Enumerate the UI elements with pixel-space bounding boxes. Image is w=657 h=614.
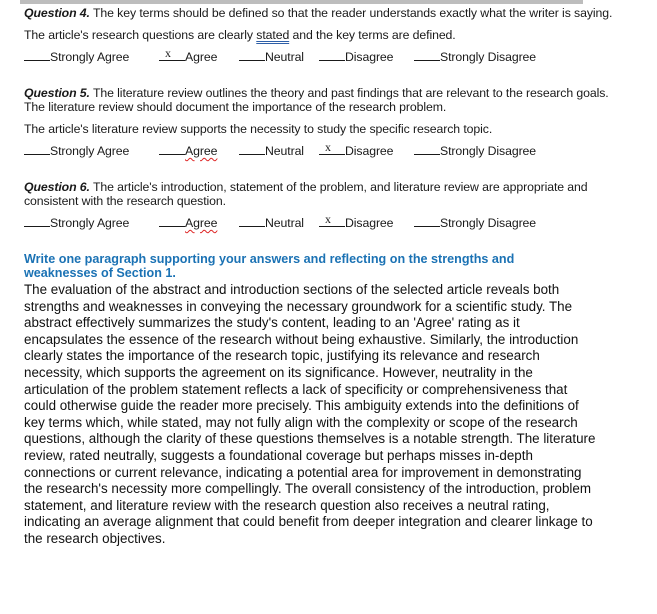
option-disagree[interactable] [319, 140, 414, 158]
answer-blank[interactable] [239, 215, 265, 227]
question-5 [24, 86, 624, 158]
question-number: Question 6. [24, 180, 90, 194]
answer-blank[interactable] [159, 143, 185, 155]
option-strongly-agree[interactable] [24, 215, 159, 230]
reflection-paragraph[interactable]: The evaluation of the abstract and introduction sections of the selected article reveals both strengths and weaknesses in conveying the necessary groundwork for a scientific study. The abstract effectively summarizes the study's content, leading to an 'Agree' rating as it encapsulates the essence of the research without being exhaustive. Similarly, the introduction clearly states the importance of the research topic, justifying its relevance and research necessity, which supports the agreement on its significance. However, neutrality in the articulation of the problem statement reflects a lack of specificity or comprehensiveness that could otherwise guide the reader more precisely. This ambiguity extends into the definitions of key terms which, while stated, may not fully align with the complexity or scope of the research questions, although the clarity of these questions themselves is a notable strength. The literature review, rated neutrally, suggests a foundational coverage but perhaps misses in-depth connections or current relevance, indicating a potential area for improvement in demonstrating the research's necessity more compellingly. The overall consistency of the introduction, problem statement, and literature review with the research question also receives a neutral rating, indicating an average alignment that could benefit from deeper integration and clearer linkage to the research objectives. [24, 282, 596, 546]
answer-blank[interactable] [414, 143, 440, 155]
grammar-flagged-word[interactable]: stated [256, 28, 290, 42]
answer-blank[interactable] [24, 143, 50, 155]
option-disagree[interactable] [319, 212, 414, 230]
question-4-prompt [24, 6, 624, 20]
question-text: The key terms should be defined so that the reader understands exactly what the writer is saying. [89, 6, 613, 20]
question-6 [24, 180, 624, 230]
option-strongly-agree[interactable] [24, 143, 159, 158]
option-disagree[interactable] [319, 49, 414, 64]
question-number: Question 4. [24, 6, 90, 20]
question-5-prompt [24, 86, 624, 114]
option-label: Strongly Agree [50, 144, 130, 158]
answer-blank[interactable] [414, 49, 440, 61]
selection-mark: x [325, 140, 331, 154]
option-agree[interactable] [159, 143, 239, 158]
option-label-spell-flagged: Agree [185, 144, 218, 158]
option-label: Strongly Disagree [440, 50, 537, 64]
answer-blank[interactable] [414, 215, 440, 227]
question-number: Question 5. [24, 86, 90, 100]
option-strongly-disagree[interactable] [414, 143, 554, 158]
statement-text: The article's research questions are clearly [24, 28, 257, 42]
option-label-spell-flagged: Agree [185, 216, 218, 230]
reflection-heading: Write one paragraph supporting your answers and reflecting on the strengths and weaknesses of Section 1. [24, 252, 515, 280]
option-label: Strongly Agree [50, 50, 130, 64]
option-strongly-agree[interactable] [24, 49, 159, 64]
answer-blank[interactable] [159, 215, 185, 227]
document-body [24, 6, 624, 548]
selection-mark: x [165, 46, 171, 60]
option-agree[interactable] [159, 215, 239, 230]
option-label: Neutral [265, 216, 304, 230]
top-rule [20, 0, 583, 4]
option-label: Strongly Agree [50, 216, 130, 230]
answer-blank[interactable] [24, 49, 50, 61]
question-6-prompt [24, 180, 624, 208]
question-text: The article's introduction, statement of the problem, and literature review are appropriate and consistent with the research question. [24, 180, 588, 208]
option-label: Strongly Disagree [440, 216, 537, 230]
rating-scale [24, 140, 624, 158]
option-strongly-disagree[interactable] [414, 215, 554, 230]
reflection-section [24, 252, 624, 548]
answer-blank[interactable] [319, 49, 345, 61]
question-4 [24, 6, 624, 64]
answer-blank[interactable] [24, 215, 50, 227]
question-5-statement: The article's literature review supports the necessity to study the specific research topic. [24, 122, 493, 136]
option-neutral[interactable] [239, 215, 319, 230]
option-label: Agree [185, 50, 218, 64]
answer-blank[interactable] [239, 49, 265, 61]
option-neutral[interactable] [239, 49, 319, 64]
option-label: Disagree [345, 50, 394, 64]
answer-blank[interactable] [239, 143, 265, 155]
answer-blank[interactable] [319, 140, 345, 155]
option-label: Neutral [265, 144, 304, 158]
answer-blank[interactable] [159, 46, 185, 61]
option-label: Strongly Disagree [440, 144, 537, 158]
option-strongly-disagree[interactable] [414, 49, 554, 64]
option-label: Neutral [265, 50, 304, 64]
rating-scale [24, 46, 624, 64]
question-4-statement [24, 28, 624, 42]
answer-blank[interactable] [319, 212, 345, 227]
rating-scale [24, 212, 624, 230]
option-label: Disagree [345, 216, 394, 230]
question-text: The literature review outlines the theory and past findings that are relevant to the research goals. The literature review should document the importance of the research problem. [24, 86, 609, 114]
selection-mark: x [325, 212, 331, 226]
option-agree[interactable] [159, 46, 239, 64]
option-neutral[interactable] [239, 143, 319, 158]
option-label: Disagree [345, 144, 394, 158]
statement-text: and the key terms are defined. [289, 28, 456, 42]
